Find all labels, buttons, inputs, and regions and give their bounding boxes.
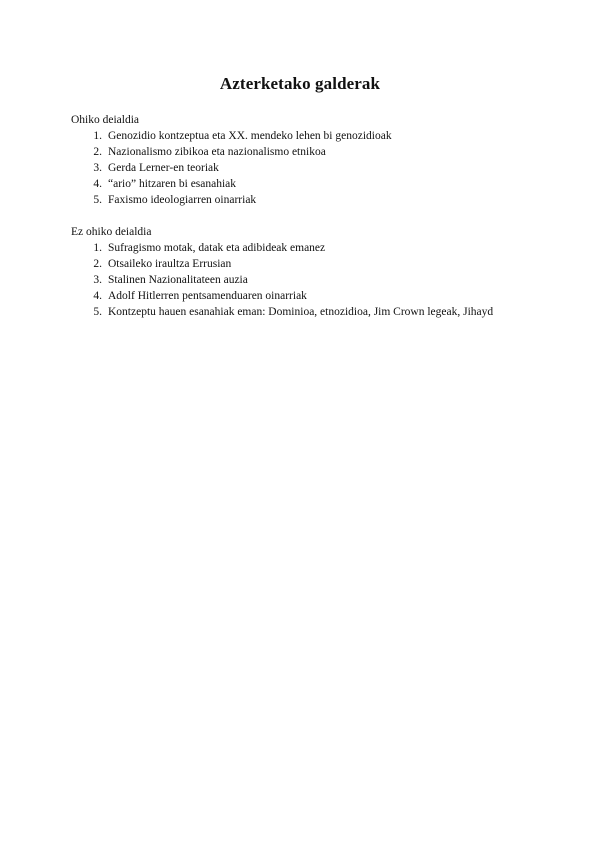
question-list	[71, 240, 551, 320]
page-title: Azterketako galderak	[219, 74, 381, 93]
list-item	[71, 176, 551, 192]
list-item	[71, 256, 551, 272]
item-text: Faxismo ideologiarren oinarriak	[108, 194, 257, 206]
section-ez-ohiko-deialdia	[71, 224, 551, 320]
item-number: 5.	[93, 306, 102, 318]
list-item	[71, 128, 551, 144]
item-text: Stalinen Nazionalitateen auzia	[108, 274, 248, 286]
list-item	[71, 144, 551, 160]
item-text: Genozidio kontzeptua eta XX. mendeko lehen bi genozidioak	[108, 130, 392, 142]
item-number: 5.	[93, 194, 102, 206]
item-number: 4.	[93, 178, 102, 190]
list-item	[71, 288, 551, 304]
list-item	[71, 192, 551, 208]
item-text: Nazionalismo zibikoa eta nazionalismo etnikoa	[108, 146, 326, 158]
list-item	[71, 272, 551, 288]
item-text: Kontzeptu hauen esanahiak eman: Dominioa, etnozidioa, Jim Crown legeak, Jihayd	[108, 306, 494, 318]
section-heading: Ohiko deialdia	[71, 114, 140, 126]
item-number: 3.	[93, 162, 102, 174]
section-heading: Ez ohiko deialdia	[71, 226, 152, 238]
item-text: Sufragismo motak, datak eta adibideak emanez	[108, 242, 326, 254]
item-number: 3.	[93, 274, 102, 286]
question-list	[71, 128, 551, 208]
section-ohiko-deialdia	[71, 112, 551, 208]
item-number: 2.	[93, 258, 102, 270]
item-text: “ario” hitzaren bi esanahiak	[108, 178, 237, 190]
list-item	[71, 304, 551, 320]
item-text: Otsaileko iraultza Errusian	[108, 258, 232, 270]
item-number: 4.	[93, 290, 102, 302]
item-number: 1.	[93, 130, 102, 142]
item-text: Adolf Hitlerren pentsamenduaren oinarriak	[108, 290, 307, 302]
list-item	[71, 240, 551, 256]
list-item	[71, 160, 551, 176]
item-text: Gerda Lerner-en teoriak	[108, 162, 219, 174]
item-number: 1.	[93, 242, 102, 254]
item-number: 2.	[93, 146, 102, 158]
